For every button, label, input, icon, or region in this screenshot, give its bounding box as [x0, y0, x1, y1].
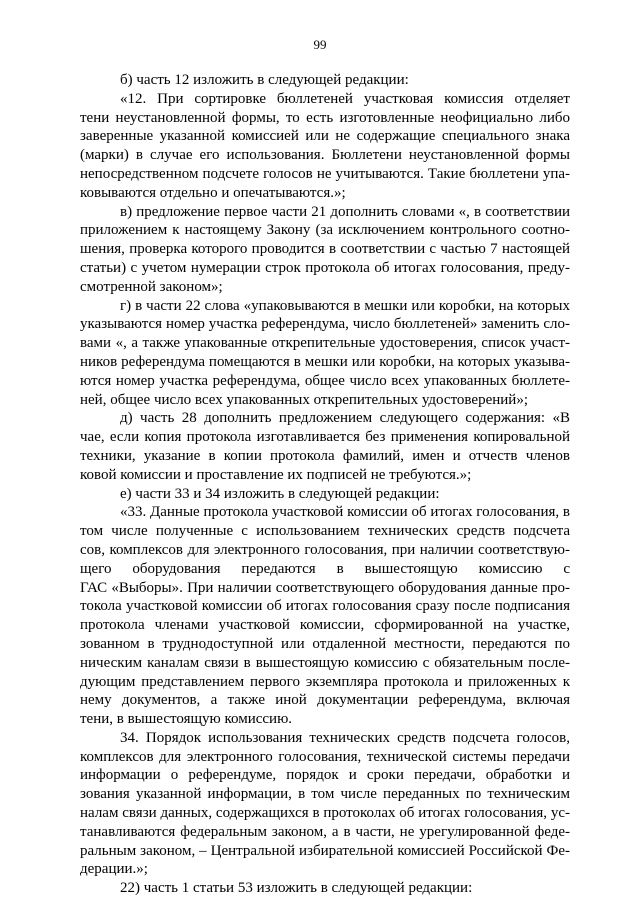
text-line: в) предложение первое части 21 дополнить словами «, в соответствии	[120, 203, 570, 220]
text-line: г) в части 22 слова «упаковываются в мешки или коробки, на которых	[120, 297, 570, 314]
text-line: токола участковой комиссии об итогах голосования сразу после подписания	[80, 598, 570, 615]
text-line: дующим представлением первого экземпляра протокола и приложенных к	[80, 673, 570, 690]
paragraph	[80, 729, 570, 879]
page-number: 99	[313, 37, 327, 52]
paragraph	[80, 485, 570, 504]
text-line: информации о референдуме, порядок и сроки передачи, обработки и	[80, 767, 570, 784]
text-line: зованном в труднодоступной или отдаленной местности, передаются по	[80, 635, 570, 652]
text-line: «33. Данные протокола участковой комиссии об итогах голосования, в	[120, 504, 570, 521]
text-line: «12. При сортировке бюллетеней участковая комиссия отделяет	[120, 90, 570, 107]
text-line: нему документов, а также иной документации референдума, включая	[80, 692, 570, 709]
text-line: приложением к настоящему Закону (за исключением контрольного соотно-	[80, 222, 570, 239]
text-line: б) часть 12 изложить в следующей редакции:	[120, 72, 409, 88]
paragraph	[80, 503, 570, 729]
paragraph	[80, 297, 570, 410]
text-line: том числе полученные с использованием технических средств подсчета	[80, 523, 570, 540]
text-line: (марки) в случае его использования. Бюллетени неустановленной формы	[80, 147, 570, 164]
text-line: ников референдума помещаются в мешки или коробки, на которых указыва-	[80, 353, 570, 370]
text-line: 22) часть 1 статьи 53 изложить в следующей редакции:	[120, 880, 473, 897]
text-line: ГАС «Выборы». При наличии соответствующего оборудования данные про-	[80, 579, 570, 596]
text-line: ническим каналам связи в вышестоящую комиссию с обязательным после-	[80, 654, 570, 671]
text-line: сов, комплексов для электронного голосования, при наличии соответствую-	[80, 541, 570, 558]
paragraph	[80, 203, 570, 297]
text-line: непосредственном подсчете голосов не учитываются. Такие бюллетени упа-	[80, 165, 570, 182]
text-line: ральным законом, – Центральной избирательной комиссией Российской Фе-	[80, 842, 570, 859]
text-line: зования указанной информации, в том числе переданных по техническим	[80, 786, 570, 803]
text-line: тени, в вышестоящую комиссию.	[80, 711, 293, 728]
text-line: указываются номер участка референдума, число бюллетеней» заменить сло-	[80, 316, 570, 333]
text-line: статьи) с учетом нумерации строк протокола об итогах голосования, преду-	[80, 259, 570, 276]
text-line: е) части 33 и 34 изложить в следующей редакции:	[120, 485, 440, 502]
text-line: чае, если копия протокола изготавливается без применения копировальной	[80, 429, 570, 446]
text-line: смотренной законом»;	[80, 278, 223, 295]
paragraph	[80, 879, 570, 898]
text-line: вами «, а также упакованные открепительные удостоверения, список участ-	[80, 335, 570, 352]
paragraph	[80, 71, 570, 90]
body-text	[80, 71, 570, 898]
text-line: шения, проверка которого проводится в соответствии с частью 7 настоящей	[80, 241, 570, 258]
text-line: ются номер участка референдума, общее число всех упакованных бюллете-	[80, 372, 570, 389]
text-line: заверенные указанной комиссией или не содержащие специального знака	[80, 128, 570, 145]
text-line: д) часть 28 дополнить предложением следующего содержания: «В	[120, 410, 570, 427]
text-line: тени неустановленной формы, то есть изготовленные неофициально либо	[80, 109, 570, 126]
text-line: щего оборудования передаются в вышестоящую комиссию с	[80, 560, 570, 577]
text-line: комплексов для электронного голосования, технической системы передачи	[80, 748, 570, 765]
paragraph	[80, 90, 570, 203]
text-line: протокола членами участковой комиссии, сформированной на участке,	[80, 617, 570, 634]
text-line: 34. Порядок использования технических средств подсчета голосов,	[120, 729, 570, 746]
text-line: ковой комиссии и проставление их подписей не требуются.»;	[80, 466, 472, 483]
text-line: техники, указание в копии протокола фамилий, имен и отчеств членов	[80, 447, 570, 464]
text-line: ковываются отдельно и опечатываются.»;	[80, 184, 346, 201]
text-line: ней, общее число всех упакованных открепительных удостоверений»;	[80, 391, 528, 408]
text-line: налам связи данных, содержащихся в протоколах об итогах голосования, ус-	[80, 805, 570, 822]
text-line: танавливаются федеральным законом, а в части, не урегулированной феде-	[80, 823, 570, 840]
paragraph	[80, 409, 570, 484]
text-line: дерации.»;	[80, 861, 148, 878]
